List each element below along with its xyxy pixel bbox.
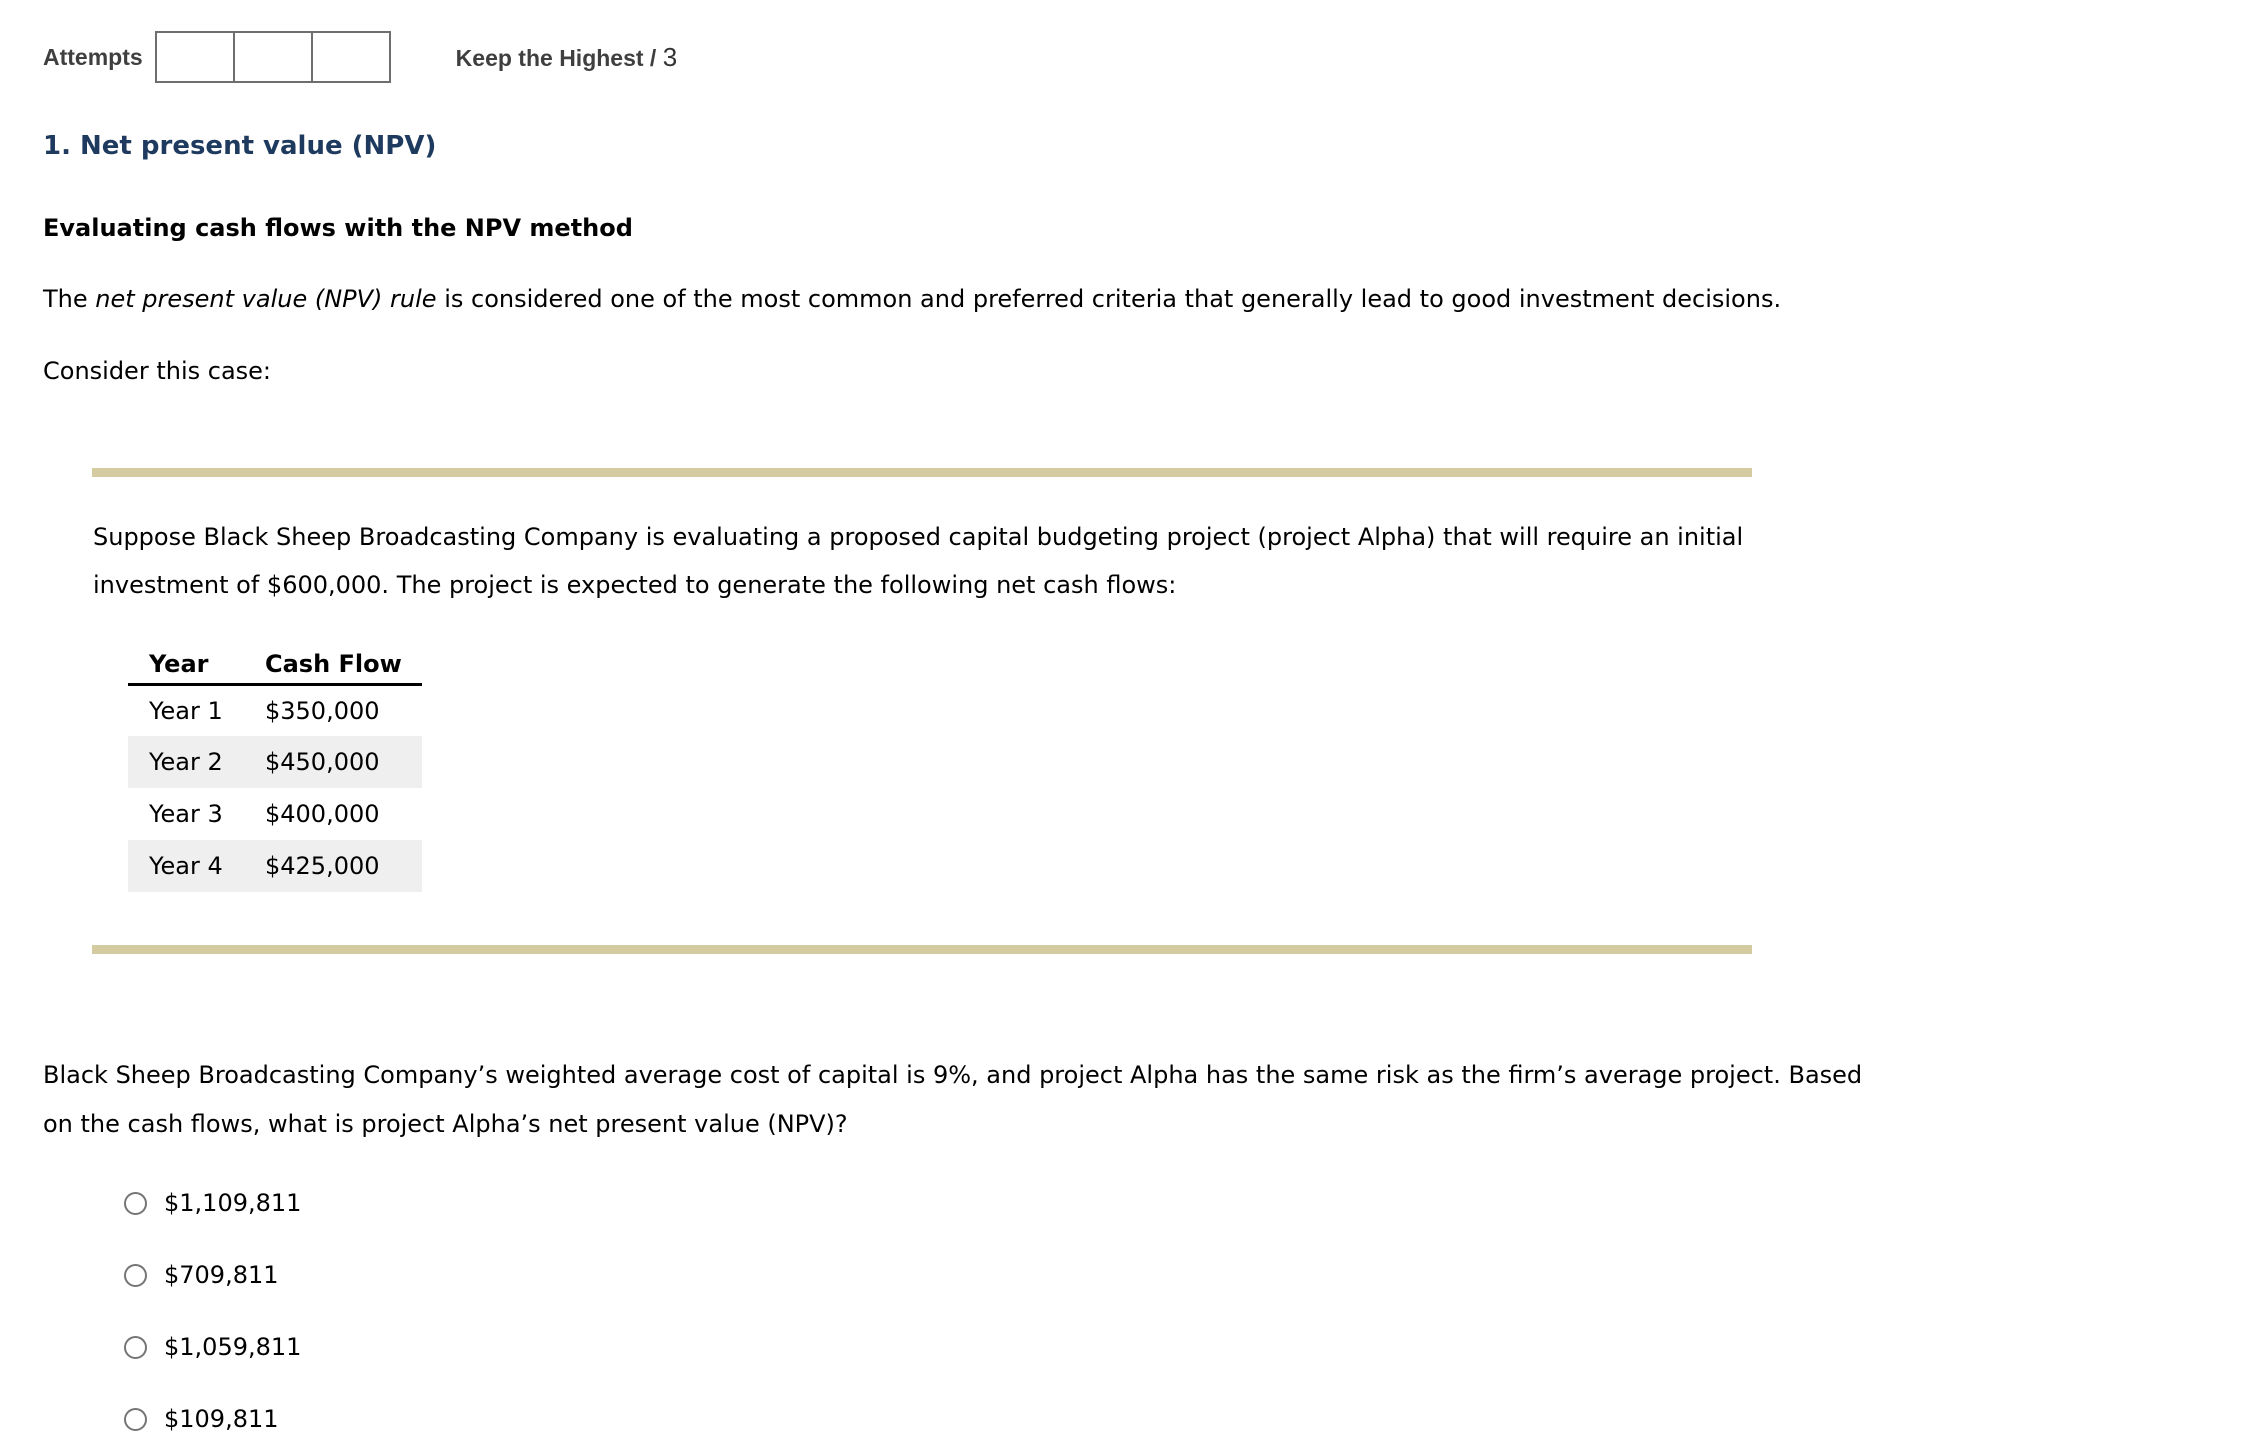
- table-row: [128, 684, 422, 736]
- cash-flow-cell: $450,000: [265, 748, 380, 776]
- answer-option-3[interactable]: [124, 1323, 301, 1371]
- attempt-slot-3: [311, 31, 391, 83]
- case-panel-bottom-rule: [92, 945, 1752, 954]
- case-description-line: investment of $600,000. The project is expected to generate the following net cash flows:: [93, 571, 1177, 599]
- question-title: 1. Net present value (NPV): [43, 131, 437, 161]
- keep-highest-max: 3: [662, 41, 678, 72]
- cash-flow-cell: $400,000: [265, 800, 380, 828]
- year-cell: Year 2: [149, 748, 223, 776]
- answer-options: [124, 1179, 301, 1438]
- answer-option-label[interactable]: $1,109,811: [164, 1189, 302, 1217]
- intro-prefix: The: [43, 285, 96, 313]
- year-cell: Year 3: [149, 800, 223, 828]
- answer-option-1[interactable]: [124, 1179, 301, 1227]
- keep-highest-text: Keep the Highest /: [455, 44, 663, 71]
- case-panel-top-rule: [92, 468, 1752, 477]
- attempt-slot-2: [233, 31, 313, 83]
- year-cell: Year 1: [149, 696, 223, 725]
- year-cell: Year 4: [149, 852, 223, 880]
- cash-flow-header-row: [128, 648, 422, 684]
- answer-option-label[interactable]: $1,059,811: [164, 1333, 302, 1361]
- npv-question-line: Black Sheep Broadcasting Company’s weighted average cost of capital is 9%, and project Alpha has the same risk as the firm’s average project. Based: [43, 1061, 1863, 1089]
- cash-flow-cell: $350,000: [265, 696, 380, 725]
- cash-flow-cell: $425,000: [265, 852, 380, 880]
- table-row: [128, 736, 422, 788]
- npv-question-line: on the cash flows, what is project Alpha’s net present value (NPV)?: [43, 1110, 848, 1138]
- attempt-slots: [155, 31, 391, 83]
- attempt-slot-1: [155, 31, 235, 83]
- table-row: [128, 840, 422, 892]
- cash-flow-column-header: Cash Flow: [255, 648, 422, 684]
- answer-option-label[interactable]: $709,811: [164, 1261, 279, 1289]
- year-column-header: Year: [128, 648, 255, 684]
- consider-label: Consider this case:: [43, 357, 271, 385]
- case-description-line: Suppose Black Sheep Broadcasting Company is evaluating a proposed capital budgeting project (project Alpha) that will require an initial: [93, 523, 1744, 551]
- intro-paragraph: [43, 285, 1781, 313]
- radio-button-icon[interactable]: [124, 1336, 147, 1359]
- attempts-header: [43, 31, 677, 83]
- npv-question: [43, 1051, 1862, 1149]
- cash-flow-table: [128, 648, 422, 892]
- attempts-label: Attempts: [43, 43, 143, 70]
- keep-highest-label: [456, 42, 678, 73]
- radio-button-icon[interactable]: [124, 1264, 147, 1287]
- answer-option-label[interactable]: $109,811: [164, 1405, 279, 1433]
- table-row: [128, 788, 422, 840]
- radio-button-icon[interactable]: [124, 1192, 147, 1215]
- intro-italic-phrase: net present value (NPV) rule: [95, 285, 437, 313]
- radio-button-icon[interactable]: [124, 1408, 147, 1431]
- answer-option-4[interactable]: [124, 1395, 301, 1438]
- case-description: [93, 513, 1743, 609]
- question-subtitle: Evaluating cash flows with the NPV method: [43, 214, 633, 242]
- answer-option-2[interactable]: [124, 1251, 301, 1299]
- intro-suffix: is considered one of the most common and preferred criteria that generally lead to good investment decisions.: [436, 285, 1782, 313]
